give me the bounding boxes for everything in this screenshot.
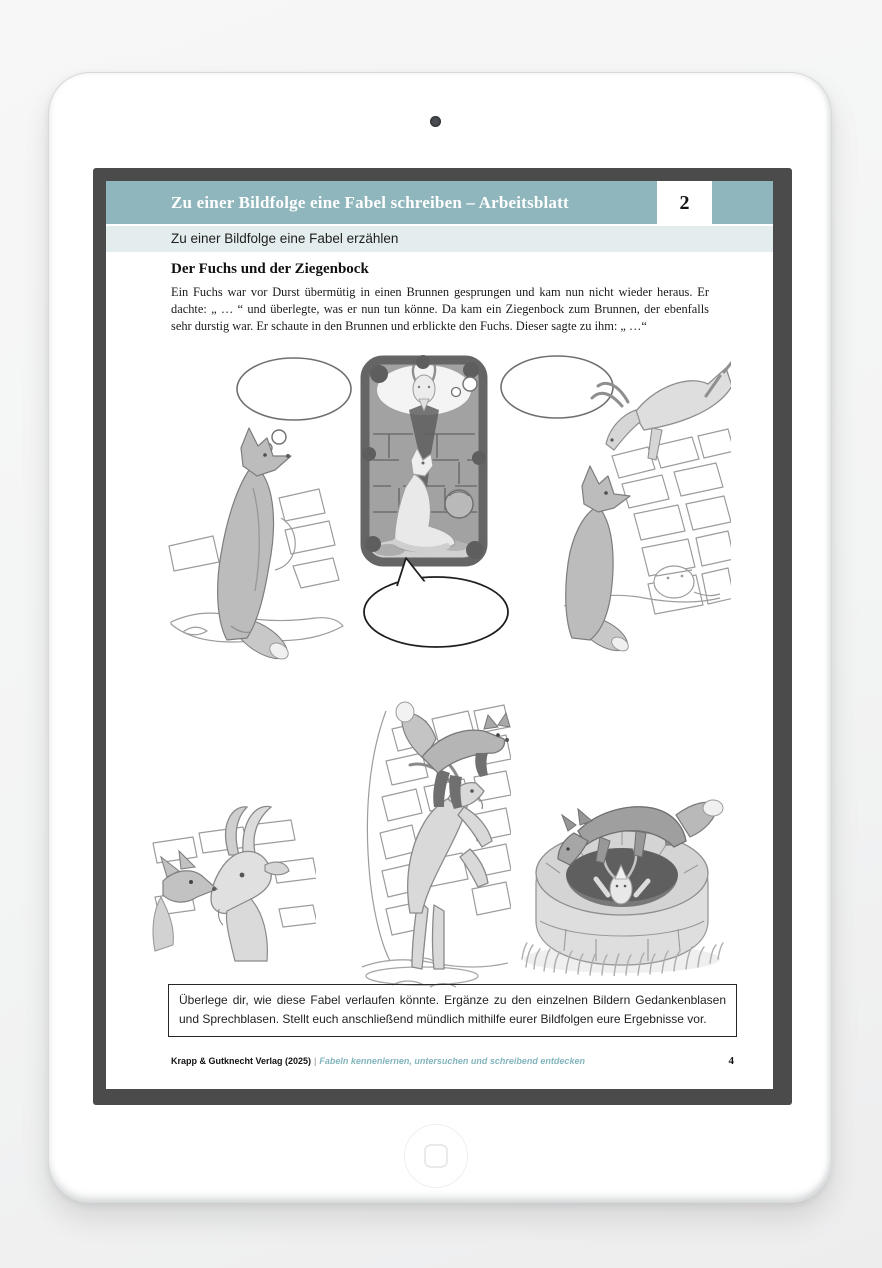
page-number: 4 [728, 1055, 734, 1067]
illustration-fox-escape [326, 699, 511, 991]
home-button[interactable] [404, 1124, 468, 1188]
footer-publisher: Krapp & Gutknecht Verlag (2025) [171, 1056, 312, 1066]
worksheet-header-bar [106, 181, 773, 224]
footer-series-title: Fabeln kennenlernen, untersuchen und schreibend entdecken [319, 1056, 585, 1066]
fable-intro-text: Ein Fuchs war vor Durst übermütig in einen Brunnen gesprungen und kam nun nicht wieder heraus. Er dachte: „ … “ und überlegte, was er nun tun könne. Da kam ein Ziegenbock zum Brunnen, der ebenfalls sehr durstig war. Er schaute in den Brunnen und erblickte den Fuchs. Dieser sagte zu ihm: „ …“ [171, 285, 709, 333]
footer-credit [171, 1056, 585, 1066]
speech-bubble [361, 556, 511, 651]
tablet-device [48, 72, 832, 1203]
tablet-screen [93, 168, 792, 1105]
illustration-goat-over-wall [556, 356, 731, 661]
illustration-fox-on-well [516, 753, 729, 976]
home-button-icon [424, 1144, 448, 1168]
worksheet-subheader-title: Zu einer Bildfolge eine Fabel erzählen [171, 231, 399, 246]
illustration-fox-thinking [161, 426, 351, 666]
worksheet-page [106, 181, 773, 1089]
task-instruction-box: Überlege dir, wie diese Fabel verlaufen könnte. Ergänze zu den einzelnen Bildern Gedankenblasen und Sprechblasen. Stellt euch anschließend mündlich mithilfe eurer Bildfolgen eure Ergebnisse vor. [168, 984, 737, 1037]
worksheet-subheader-bar [106, 226, 773, 252]
unit-number-badge: 2 [657, 181, 712, 224]
footer-separator: | [314, 1056, 317, 1066]
page-footer [171, 1055, 734, 1067]
illustration-fox-goat-heads [149, 801, 316, 963]
worksheet-header-title: Zu einer Bildfolge eine Fabel schreiben – Arbeitsblatt [171, 193, 569, 212]
camera-icon [430, 116, 441, 127]
fable-title: Der Fuchs und der Ziegenbock [171, 261, 369, 277]
